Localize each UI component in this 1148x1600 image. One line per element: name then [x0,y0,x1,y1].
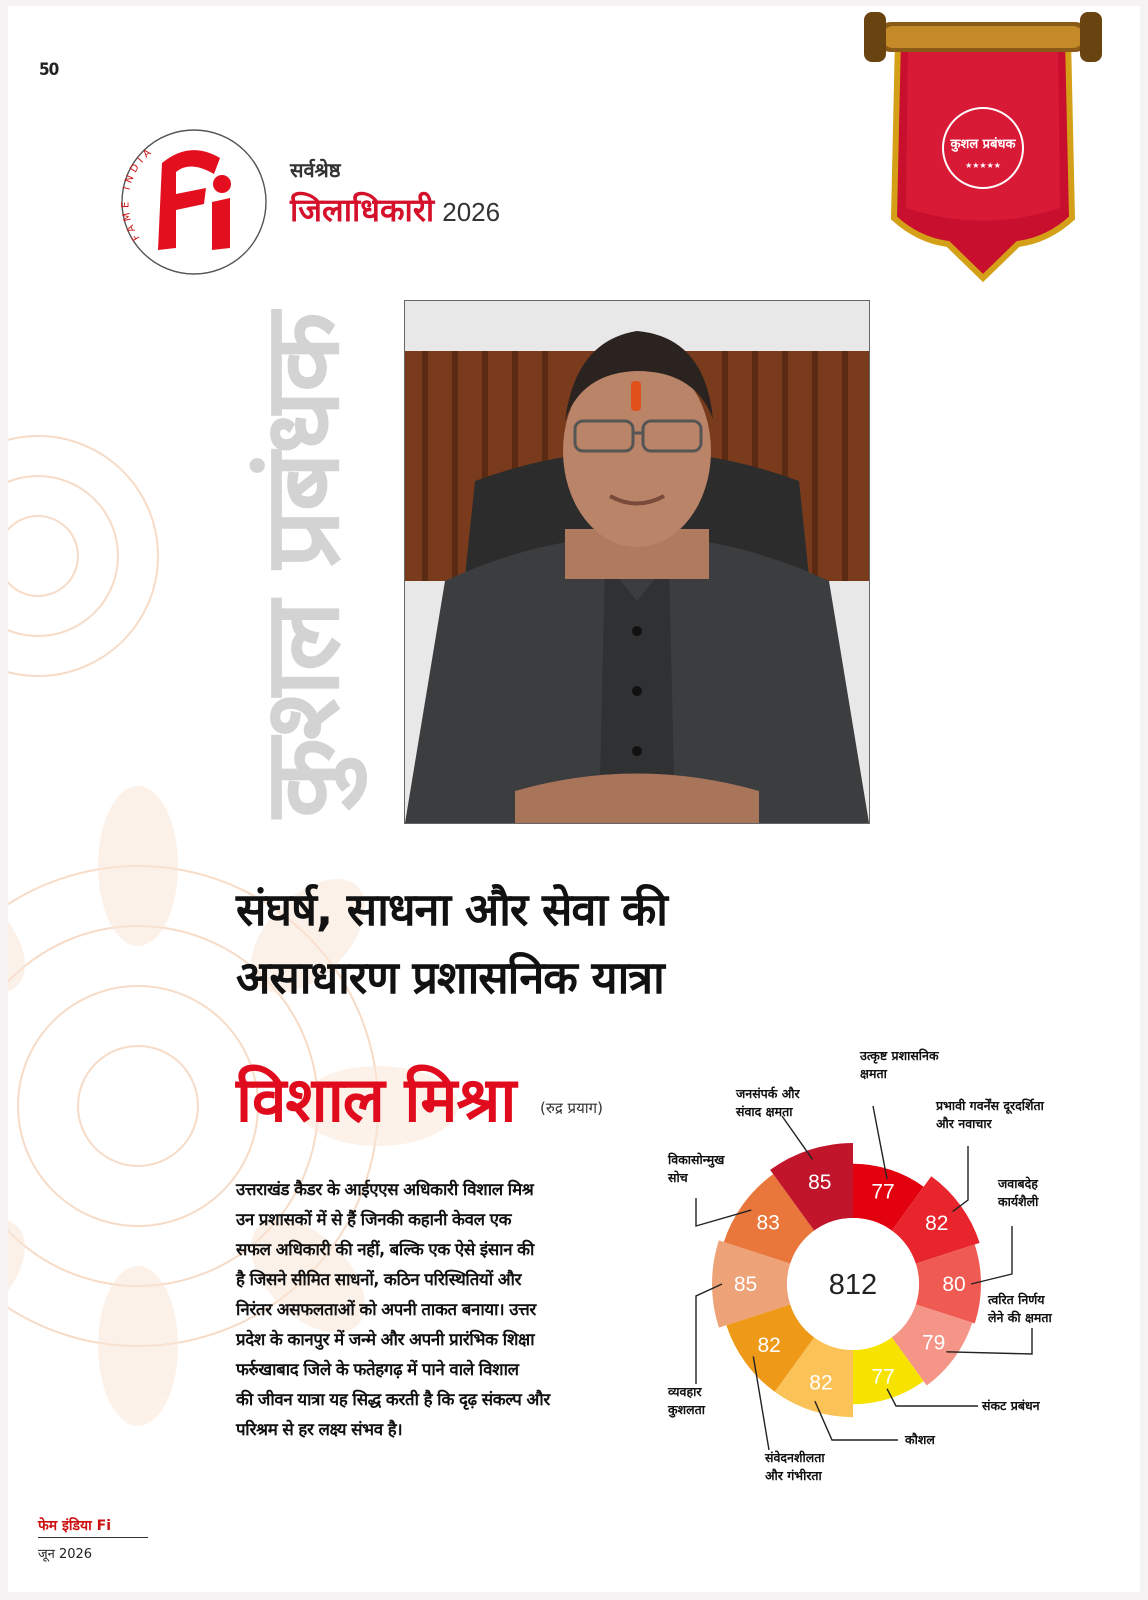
logo-ring-text: FAME INDIA [120,144,157,243]
bio-line: सफल अधिकारी की नहीं, बल्कि एक ऐसे इंसान की [236,1239,535,1259]
bio-line: है जिसने सीमित साधनों, कठिन परिस्थितियों और [236,1269,522,1289]
headline-line-2: असाधारण प्रशासनिक यात्रा [236,951,664,1004]
segment-category-label: क्षमता [860,1066,887,1081]
person-name: विशाल मिश्रा [236,1063,516,1136]
footer-magazine: फेम इंडिया Fi [38,1516,148,1538]
segment-category-label: और गंभीरता [765,1468,822,1483]
label-leader-line [782,1116,813,1159]
segment-category-label: व्यवहार [668,1384,702,1399]
segment-value-label: 80 [942,1273,966,1296]
segment-category-label: कार्यशैली [998,1194,1039,1209]
fame-india-logo [110,118,278,286]
svg-text:FAME INDIA [120,145,156,242]
segment-value-label: 85 [808,1170,832,1194]
headline-line-1: संघर्ष, साधना और सेवा की [236,883,667,936]
segment-value-label: 82 [925,1212,949,1236]
segment-category-label: लेने की क्षमता [988,1310,1052,1325]
person-place: (रुद्र प्रयाग) [540,1099,603,1117]
bio-line: की जीवन यात्रा यह सिद्ध करती है कि दृढ़ संकल्प और [236,1389,550,1409]
award-label: सर्वश्रेष्ठ [290,158,341,182]
bio-line: उन प्रशासकों में से हैं जिनकी कहानी केवल एक [236,1209,512,1229]
segment-category-label: जवाबदेह [998,1176,1038,1191]
award-title-text: जिलाधिकारी [290,191,435,229]
scroll-badge-stars: ★★★★★ [965,161,1001,170]
segment-value-label: 77 [871,1365,895,1389]
segment-category-label: संवाद क्षमता [736,1104,793,1119]
segment-value-label: 85 [733,1273,758,1296]
bio-line: फर्रुखाबाद जिले के फतेहगढ़ में पाने वाले विशाल [236,1359,519,1379]
segment-value-label: 79 [921,1331,946,1355]
vertical-section-title: कुशल प्रबंधक [240,314,363,818]
bio-line: उत्तराखंड कैडर के आईएएस अधिकारी विशाल मिश्र [236,1179,534,1199]
segment-category-label: संकट प्रबंधन [982,1398,1040,1413]
award-title [290,188,500,231]
award-year: 2026 [442,197,501,227]
headline [236,876,796,1012]
segment-category-label: उत्कृष्ट प्रशासनिक [860,1048,939,1063]
segment-category-label: त्वरित निर्णय [988,1292,1045,1307]
bio-line: परिश्रम से हर लक्ष्य संभव है। [236,1419,403,1439]
segment-value-label: 77 [871,1180,895,1204]
donut-total-label: 812 [828,1269,878,1301]
segment-category-label: सोच [668,1170,688,1185]
segment-category-label: कुशलता [668,1402,705,1417]
scroll-badge [858,8,1108,286]
magazine-page [8,6,1140,1592]
segment-category-label: जनसंपर्क और [736,1086,800,1101]
segment-category-label: प्रभावी गवर्नेंस दूरदर्शिता [936,1098,1044,1113]
bio-paragraph [236,1174,616,1444]
bio-line: प्रदेश के कानपुर में जन्मे और अपनी प्रारंभिक शिक्षा [236,1329,535,1349]
segment-category-label: और नवाचार [936,1116,992,1131]
segment-category-label: संवेदनशीलता [765,1450,825,1465]
segment-value-label: 82 [809,1371,833,1395]
portrait-photo [404,300,870,824]
score-donut-chart [648,1046,1128,1516]
bio-line: निरंतर असफलताओं को अपनी ताकत बनाया। उत्तर [236,1299,536,1319]
segment-category-label: विकासोन्मुख [668,1152,725,1167]
footer-date: जून 2026 [38,1547,93,1562]
scroll-badge-text: कुशल प्रबंधक [950,137,1016,152]
segment-value-label: 82 [757,1333,781,1357]
segment-category-label: कौशल [905,1432,935,1447]
segment-value-label: 83 [756,1211,780,1235]
page-number: 50 [39,60,59,80]
